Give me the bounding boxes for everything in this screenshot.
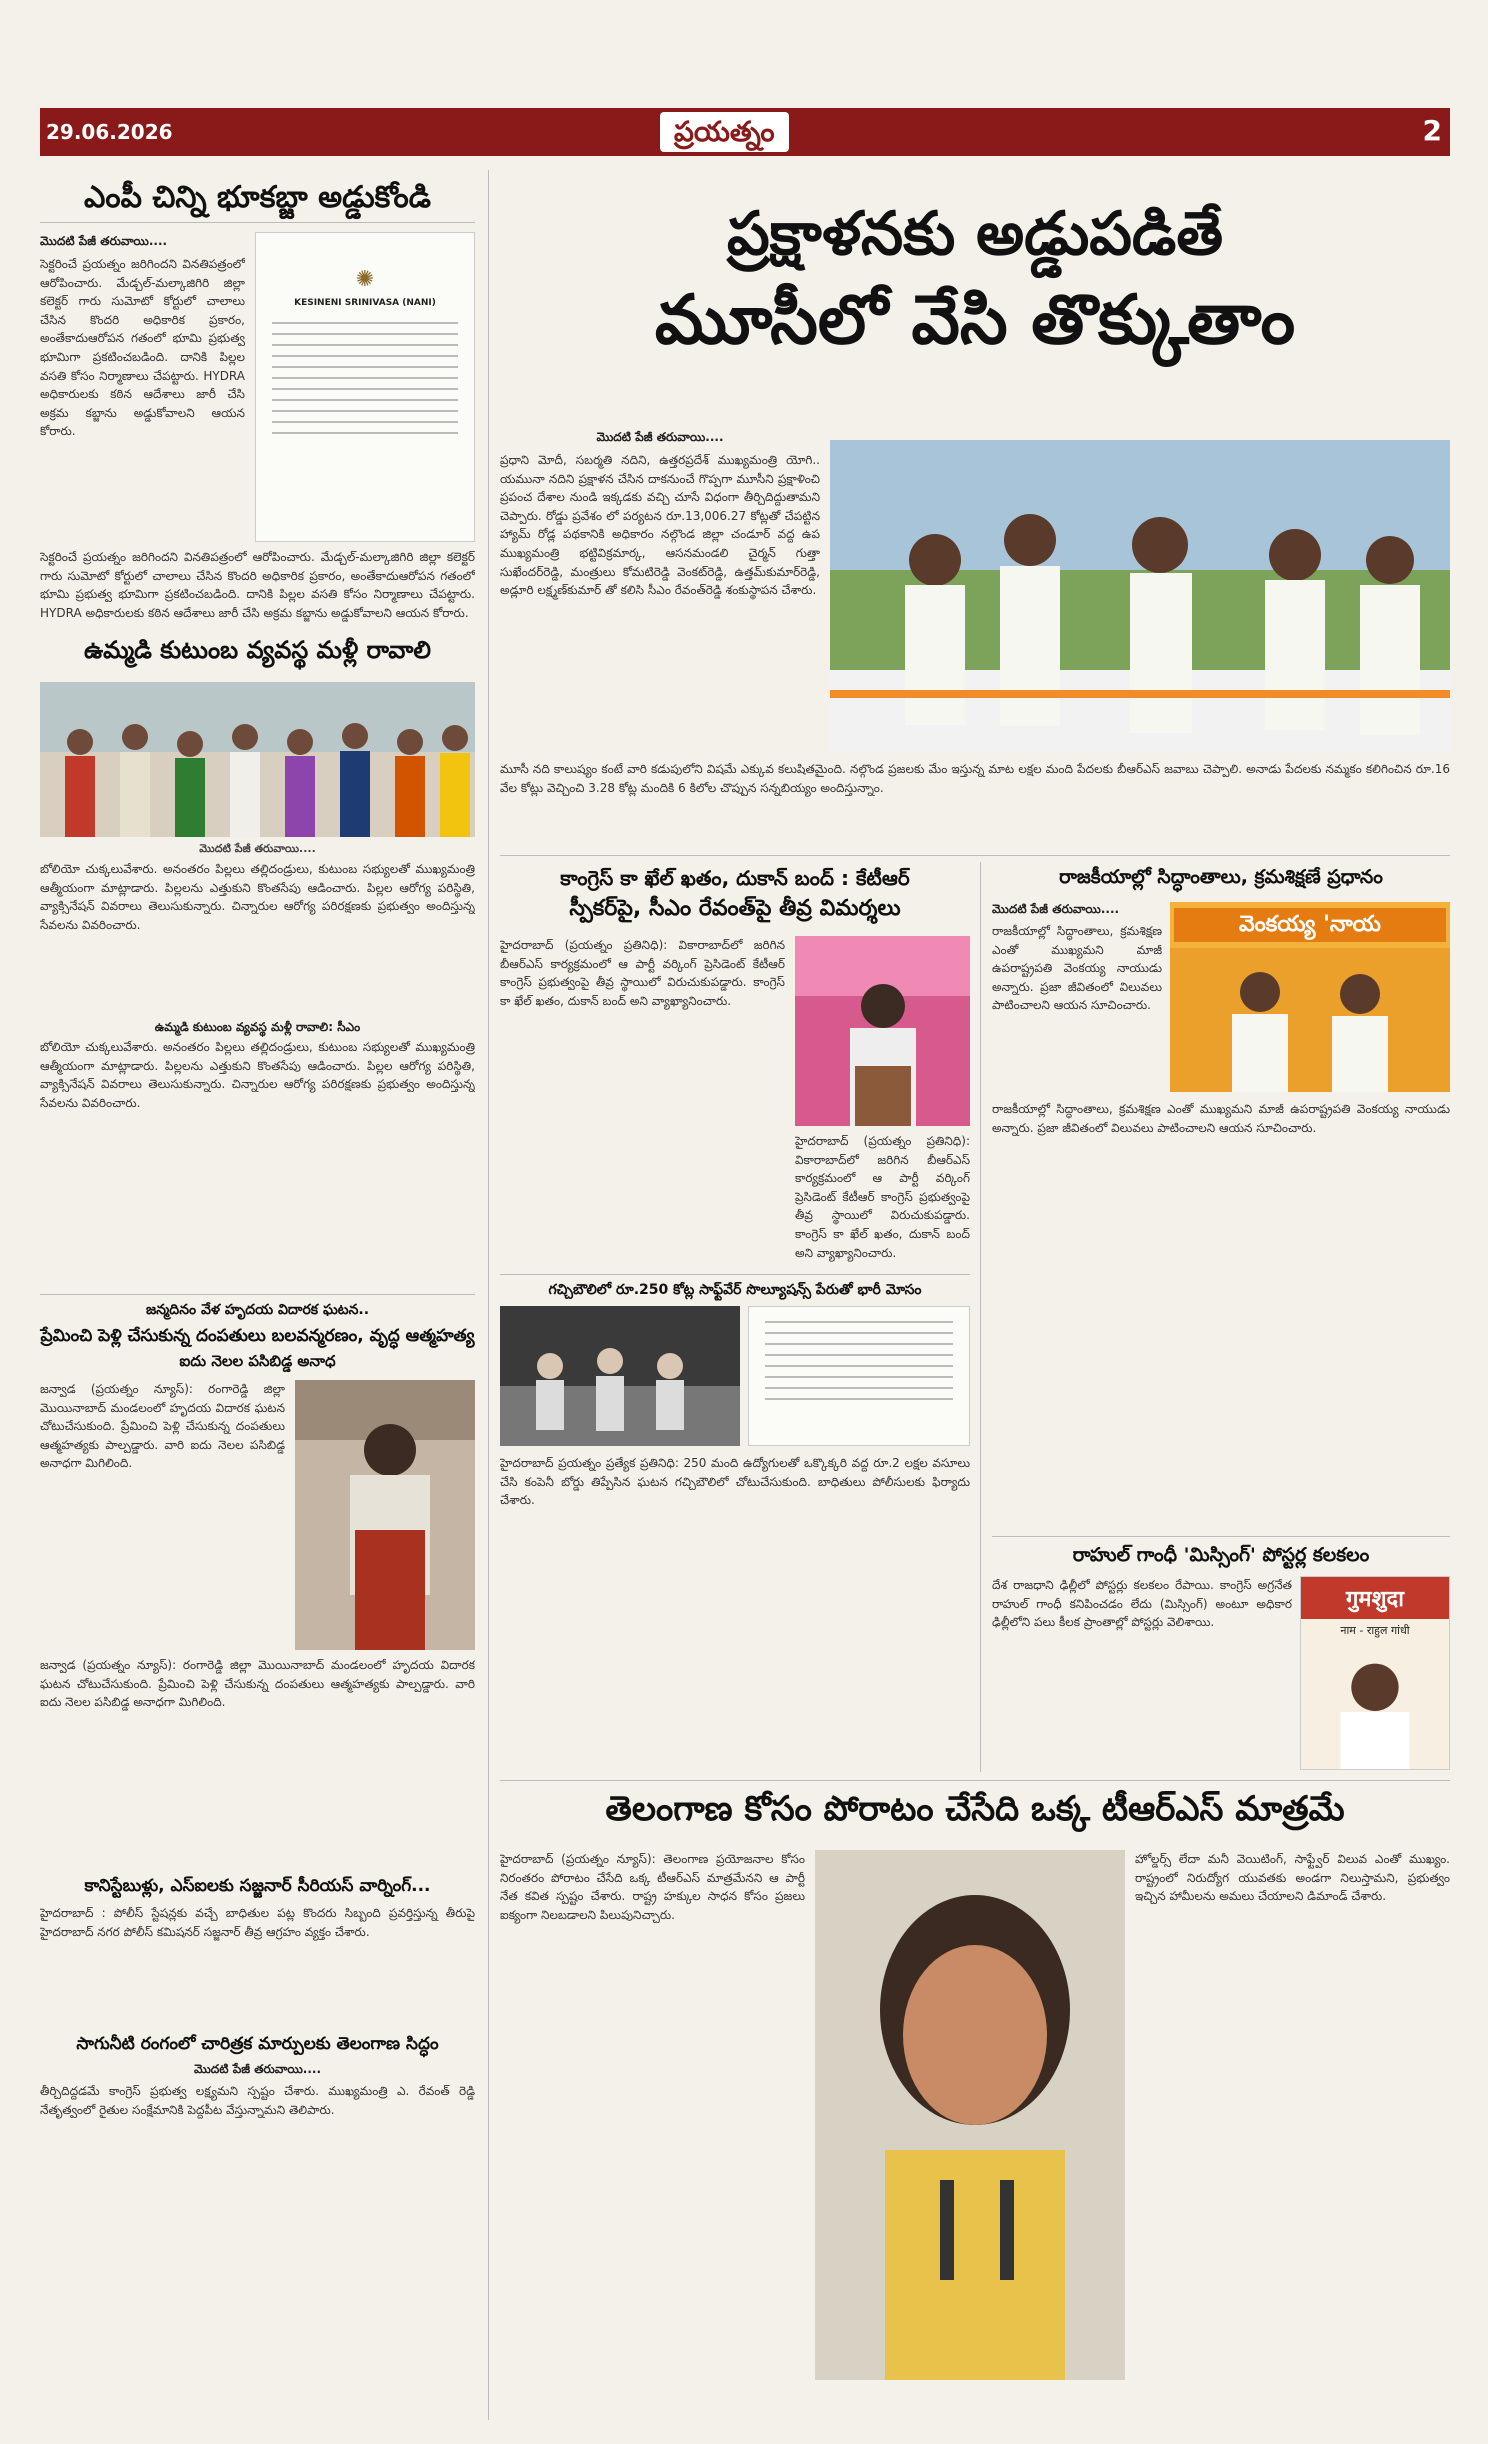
family-body-cont: బోలియో చుక్కలువేశారు. అనంతరం పిల్లలు తల్లిదండ్రులు, కుటుంబ సభ్యులతో ముఖ్యమంత్రి ఆత్మీయంగా మాట్లాడారు. పిల్లలను ఎత్తుకుని కొంతసేపు ఆడించారు. పిల్లల ఆరోగ్య పరిస్థితి, వ్యాక్సినేషన్ వివరాలు తెలుసుకున్నారు. చిన్నారుల ఆరోగ్య పరిరక్షణకు ప్రభుత్వం అందిస్తున్న సేవలను వివరించారు. bbox=[40, 1040, 475, 1110]
missing-poster bbox=[1300, 1576, 1450, 1770]
family-headline: ఉమ్మడి కుటుంబ వ్యవస్థ మళ్లీ రావాలి bbox=[84, 636, 431, 664]
principles-banner: వెంకయ్య 'నాయ bbox=[1174, 908, 1446, 942]
column-divider bbox=[980, 862, 981, 1772]
divider bbox=[500, 1274, 970, 1275]
mp-story-column bbox=[40, 234, 245, 594]
agri-body: తీర్చిదిద్దడమే కాంగ్రెస్ ప్రభుత్వ లక్ష్యమని స్పష్టం చేశారు. ముఖ్యమంత్రి ఎ. రేవంత్ రెడ్డి నేతృత్వంలో రైతుల సంక్షేమానికి పెద్దపీట వేస్తున్నామని తెలిపారు. bbox=[40, 2084, 475, 2117]
newspaper-logo: ప్రయత్నం bbox=[660, 112, 789, 152]
lead-text-column bbox=[500, 430, 820, 760]
letter-image bbox=[255, 232, 475, 542]
rahul-headline: రాహుల్ గాంధీ 'మిస్సింగ్' పోస్టర్ల కలకలం bbox=[1072, 1544, 1370, 1566]
rahul-body: దేశ రాజధాని ఢిల్లీలో పోస్టర్లు కలకలం రేపాయి. కాంగ్రెస్ అగ్రనేత రాహుల్ గాంధీ కనిపించడం లేదు (మిస్సింగ్) అంటూ అధికార ఢిల్లీలోని పలు కీలక ప్రాంతాల్లో పోస్టర్లు వెలిశాయి. bbox=[992, 1578, 1292, 1630]
family-subhead: ఉమ్మడి కుటుంబ వ్యవస్థ మళ్లీ రావాలి: సీఎం bbox=[154, 1020, 361, 1034]
lead-body: ప్రధాని మోదీ, సబర్మతి నదిని, ఉత్తరప్రదేశ్ ముఖ్యమంత్రి యోగి.. యమునా నదిని ప్రక్షాళన చేసిన దాకనుంచే గొప్పగా మూసీని ప్రక్షాళించి ప్రపంచ దేశాల నుండి ఇక్కడకు వచ్చి చూసే విధంగా తీర్చిదిద్దుతామని చెప్పారు. రోడ్డు ప్రవేశం లో పర్యటన రూ.13,006.27 కోట్లతో చేపట్టిన హ్యామ్ రోడ్ల పథకానికి అధికారం నల్గొండ జిల్లా చండూర్ వద్ద ఉప ముఖ్యమంత్రి భట్టివిక్రమార్క, ఆసనమండలి చైర్మన్ గుత్తా సుఖేందర్‌రెడ్డి, మంత్రులు కోమటిరెడ్డి వెంకట్‌రెడ్డి, ఉత్తమ్‌కుమార్‌రెడ్డి, అడ్లూరి లక్ష్మణ్‌కుమార్ తో కలిసి సీఎం రేవంత్‌రెడ్డి శంకుస్థాపన చేశారు. bbox=[500, 453, 820, 598]
tragedy-subhead: ఐదు నెలల పసిబిడ్డ అనాధ bbox=[179, 1352, 336, 1370]
ktr-photo bbox=[795, 936, 970, 1126]
lead-photo bbox=[830, 440, 1450, 752]
principles-photo bbox=[1170, 902, 1450, 1092]
column-divider bbox=[488, 170, 489, 2420]
poster-title: गुमशुदा bbox=[1301, 1577, 1449, 1619]
tragedy-headline: ప్రేమించి పెళ్లి చేసుకున్న దంపతులు బలవన్మరణం, వృద్ధ ఆత్మహత్య bbox=[40, 1326, 475, 1346]
lead-headline-line2: మూసీలో వేసి తొక్కుతాం bbox=[654, 281, 1296, 360]
brs-body-left: హైదరాబాద్ (ప్రయత్నం న్యూస్): తెలంగాణ ప్రయోజనాల కోసం నిరంతరం పోరాటం చేసేది ఒక్క టీఆర్ఎస్ మాత్రమేనని ఆ పార్టీ నేత కవిత స్పష్టం చేశారు. రాష్ట్ర హక్కుల సాధన కోసం ప్రజలు ఐక్యంగా నిలబడాలని పిలుపునిచ్చారు. bbox=[500, 1852, 805, 1922]
software-body: హైదరాబాద్ ప్రయత్నం ప్రత్యేక ప్రతినిధి: 250 మంది ఉద్యోగులతో ఒక్కొక్కరి వద్ద రూ.2 లక్షల వసూలు చేసి కంపెనీ బోర్డు తిప్పేసిన ఘటన గచ్చిబౌలిలో చోటుచేసుకుంది. బాధితులు పోలీసులకు ఫిర్యాదు చేశారు. bbox=[500, 1456, 970, 1508]
divider bbox=[992, 1536, 1450, 1537]
family-photo bbox=[40, 682, 475, 837]
warning-body: హైదరాబాద్ : పోలీస్ స్టేషన్లకు వచ్చే బాధితుల పట్ల కొందరు సిబ్బంది ప్రవర్తిస్తున్న తీరుపై హైదరాబాద్ నగర పోలీస్ కమిషనర్ సజ్జనార్ తీవ్ర ఆగ్రహం వ్యక్తం చేశారు. bbox=[40, 1906, 475, 1939]
tragedy-body-cont: జన్వాడ (ప్రయత్నం న్యూస్): రంగారెడ్డి జిల్లా మొయినాబాద్ మండలంలో హృదయ విదారక ఘటన చోటుచేసుకుంది. ప్రేమించి పెళ్లి చేసుకున్న దంపతులు ఆత్మహత్యకు పాల్పడ్డారు. వారి ఐదు నెలల పసిబిడ్డ అనాధగా మిగిలింది. bbox=[40, 1658, 475, 1710]
emblem-icon: ✺ bbox=[355, 267, 375, 292]
agri-headline: సాగునీటి రంగంలో చారిత్రక మార్పులకు తెలంగాణ సిద్ధం bbox=[76, 2034, 439, 2054]
divider bbox=[40, 222, 475, 223]
tragedy-body: జన్వాడ (ప్రయత్నం న్యూస్): రంగారెడ్డి జిల్లా మొయినాబాద్ మండలంలో హృదయ విదారక ఘటన చోటుచేసుకుంది. ప్రేమించి పెళ్లి చేసుకున్న దంపతులు ఆత్మహత్యకు పాల్పడ్డారు. వారి ఐదు నెలల పసిబిడ్డ అనాధగా మిగిలింది. bbox=[40, 1382, 285, 1471]
divider bbox=[40, 1294, 475, 1295]
ktr-headline-line1: కాంగ్రెస్ కా ఖేల్ ఖతం, దుకాన్ బంద్ : కేటీఆర్ bbox=[560, 866, 910, 890]
tragedy-kicker: జన్మదినం వేళ హృదయ విదారక ఘటన.. bbox=[145, 1302, 370, 1318]
dateline: మొదటి పేజీ తరువాయి.... bbox=[40, 234, 168, 248]
lead-caption: మూసీ నది కాలుష్యం కంటే వారి కడుపులోని విషమే ఎక్కువ కలుషితమైంది. నల్గొండ ప్రజలకు మేం ఇస్తున్న మాట లక్షల మంది పేదలకు బీఆర్ఎస్ జవాబు చెప్పాలి. అనాడు పేదలకు నమ్మకం కలిగించిన రూ.16 వేల కోట్లు వెచ్చించి 3.28 కోట్ల మందికి 6 కిలోల చొప్పున సన్నబియ్యం అందిస్తున్నాం. bbox=[500, 762, 1450, 795]
principles-body-cont: రాజకీయాల్లో సిద్ధాంతాలు, క్రమశిక్షణ ఎంతో ముఖ్యమని మాజీ ఉపరాష్ట్రపతి వెంకయ్య నాయుడు అన్నారు. ప్రజా జీవితంలో విలువలు పాటించాలని ఆయన సూచించారు. bbox=[992, 1102, 1450, 1135]
poster-subtitle: नाम - राहुल गांधी bbox=[1340, 1624, 1410, 1637]
dateline: మొదటి పేజీ తరువాయి.... bbox=[596, 430, 724, 444]
mp-story-body-cont: సెక్టరించే ప్రయత్నం జరిగిందని వినతిపత్రంలో ఆరోపించారు. మేడ్చల్-మల్కాజిగిరి జిల్లా కలెక్టర్ గారు సుమోటో కోర్టులో చాలాలు చేసిన కొందరి అధికారిక ప్రకారం, అంతేకాదుఆరోపన గతంలో భూమి ప్రభుత్వ భూమిగా ప్రకటించబడింది. దానికి పిల్లల వసతి కోసం నిర్మాణాలు చేపట్టారు. HYDRA అధికారులకు కఠిన ఆదేశాలు జారీ చేసి అక్రమ కబ్జాను అడ్డుకోవాలని ఆయన కోరారు. bbox=[40, 550, 475, 620]
tragedy-photo bbox=[295, 1380, 475, 1650]
software-photo bbox=[500, 1306, 740, 1446]
agri-dateline: మొదటి పేజీ తరువాయి.... bbox=[193, 2062, 322, 2076]
principles-headline: రాజకీయాల్లో సిద్ధాంతాలు, క్రమశిక్షణే ప్రధానం bbox=[1059, 866, 1383, 888]
family-caption: మొదటి పేజీ తరువాయి.... bbox=[199, 842, 316, 855]
warning-headline: కానిస్టేబుళ్లు, ఎస్‌ఐలకు సజ్జనార్ సీరియస్ వార్నింగ్... bbox=[84, 1876, 431, 1896]
masthead bbox=[40, 108, 1450, 156]
software-headline: గచ్చిబౌలిలో రూ.250 కోట్ల సాఫ్ట్‌వేర్ సొల్యూషన్స్ పేరుతో భారీ మోసం bbox=[548, 1282, 922, 1298]
family-body: బోలియో చుక్కలువేశారు. అనంతరం పిల్లలు తల్లిదండ్రులు, కుటుంబ సభ్యులతో ముఖ్యమంత్రి ఆత్మీయంగా మాట్లాడారు. పిల్లలను ఎత్తుకుని కొంతసేపు ఆడించారు. పిల్లల ఆరోగ్య పరిస్థితి, వ్యాక్సినేషన్ వివరాలు తెలుసుకున్నారు. చిన్నారుల ఆరోగ్య పరిరక్షణకు ప్రభుత్వం అందిస్తున్న సేవలను వివరించారు. bbox=[40, 862, 475, 932]
mp-story-body: సెక్టరించే ప్రయత్నం జరిగిందని వినతిపత్రంలో ఆరోపించారు. మేడ్చల్-మల్కాజిగిరి జిల్లా కలెక్టర్ గారు సుమోటో కోర్టులో చాలాలు చేసిన కొందరి అధికారిక ప్రకారం, అంతేకాదుఆరోపన గతంలో భూమి ప్రభుత్వ భూమిగా ప్రకటించబడింది. దానికి పిల్లల వసతి కోసం నిర్మాణాలు చేపట్టారు. HYDRA అధికారులకు కఠిన ఆదేశాలు జారీ చేసి అక్రమ కబ్జాను అడ్డుకోవాలని ఆయన కోరారు. bbox=[40, 257, 245, 439]
letter-head: KESINENI SRINIVASA (NANI) bbox=[294, 298, 436, 308]
issue-date: 29.06.2026 bbox=[46, 120, 173, 144]
ktr-headline-line2: స్పీకర్‌పై, సీఎం రేవంత్‌పై తీవ్ర విమర్శలు bbox=[569, 896, 901, 921]
page-number: 2 bbox=[1422, 114, 1442, 147]
principles-body: రాజకీయాల్లో సిద్ధాంతాలు, క్రమశిక్షణ ఎంతో ముఖ్యమని మాజీ ఉపరాష్ట్రపతి వెంకయ్య నాయుడు అన్నారు. ప్రజా జీవితంలో విలువలు పాటించాలని ఆయన సూచించారు. bbox=[992, 924, 1162, 1013]
ktr-body-cont: హైదరాబాద్ (ప్రయత్నం ప్రతినిధి): వికారాబాద్‌లో జరిగిన బీఆర్ఎస్ కార్యక్రమంలో ఆ పార్టీ వర్కింగ్ ప్రెసిడెంట్ కేటీఆర్ కాంగ్రెస్ ప్రభుత్వంపై తీవ్ర స్థాయిలో విరుచుకుపడ్డారు. కాంగ్రెస్ కా ఖేల్ ఖతం, దుకాన్ బంద్ అని వ్యాఖ్యానించారు. bbox=[795, 1134, 970, 1260]
divider bbox=[500, 855, 1450, 856]
principles-dateline: మొదటి పేజీ తరువాయి.... bbox=[992, 902, 1120, 916]
brs-photo bbox=[815, 1850, 1125, 2380]
divider bbox=[500, 1780, 1450, 1781]
ktr-body: హైదరాబాద్ (ప్రయత్నం ప్రతినిధి): వికారాబాద్‌లో జరిగిన బీఆర్ఎస్ కార్యక్రమంలో ఆ పార్టీ వర్కింగ్ ప్రెసిడెంట్ కేటీఆర్ కాంగ్రెస్ ప్రభుత్వంపై తీవ్ర స్థాయిలో విరుచుకుపడ్డారు. కాంగ్రెస్ కా ఖేల్ ఖతం, దుకాన్ బంద్ అని వ్యాఖ్యానించారు. bbox=[500, 938, 785, 1008]
lead-headline-line1: ప్రక్షాళనకు అడ్డుపడితే bbox=[726, 199, 1224, 269]
mp-story-headline: ఎంపీ చిన్ని భూకబ్జా అడ్డుకోండి bbox=[84, 180, 431, 215]
complaint-letter-image bbox=[748, 1306, 970, 1446]
brs-headline: తెలంగాణ కోసం పోరాటం చేసేది ఒక్క టీఆర్ఎస్ మాత్రమే bbox=[605, 1789, 1345, 1829]
brs-body-right: హోల్డర్స్ లేదా మనీ వెయిటింగ్, సాఫ్ట్వేర్ విలువ ఎంతో ముఖ్యం. రాష్ట్రంలో నిరుద్యోగ యువతకు అండగా నిలుస్తామని, ప్రభుత్వం ఇచ్చిన హామీలను అమలు చేయాలని డిమాండ్ చేశారు. bbox=[1135, 1852, 1450, 1904]
